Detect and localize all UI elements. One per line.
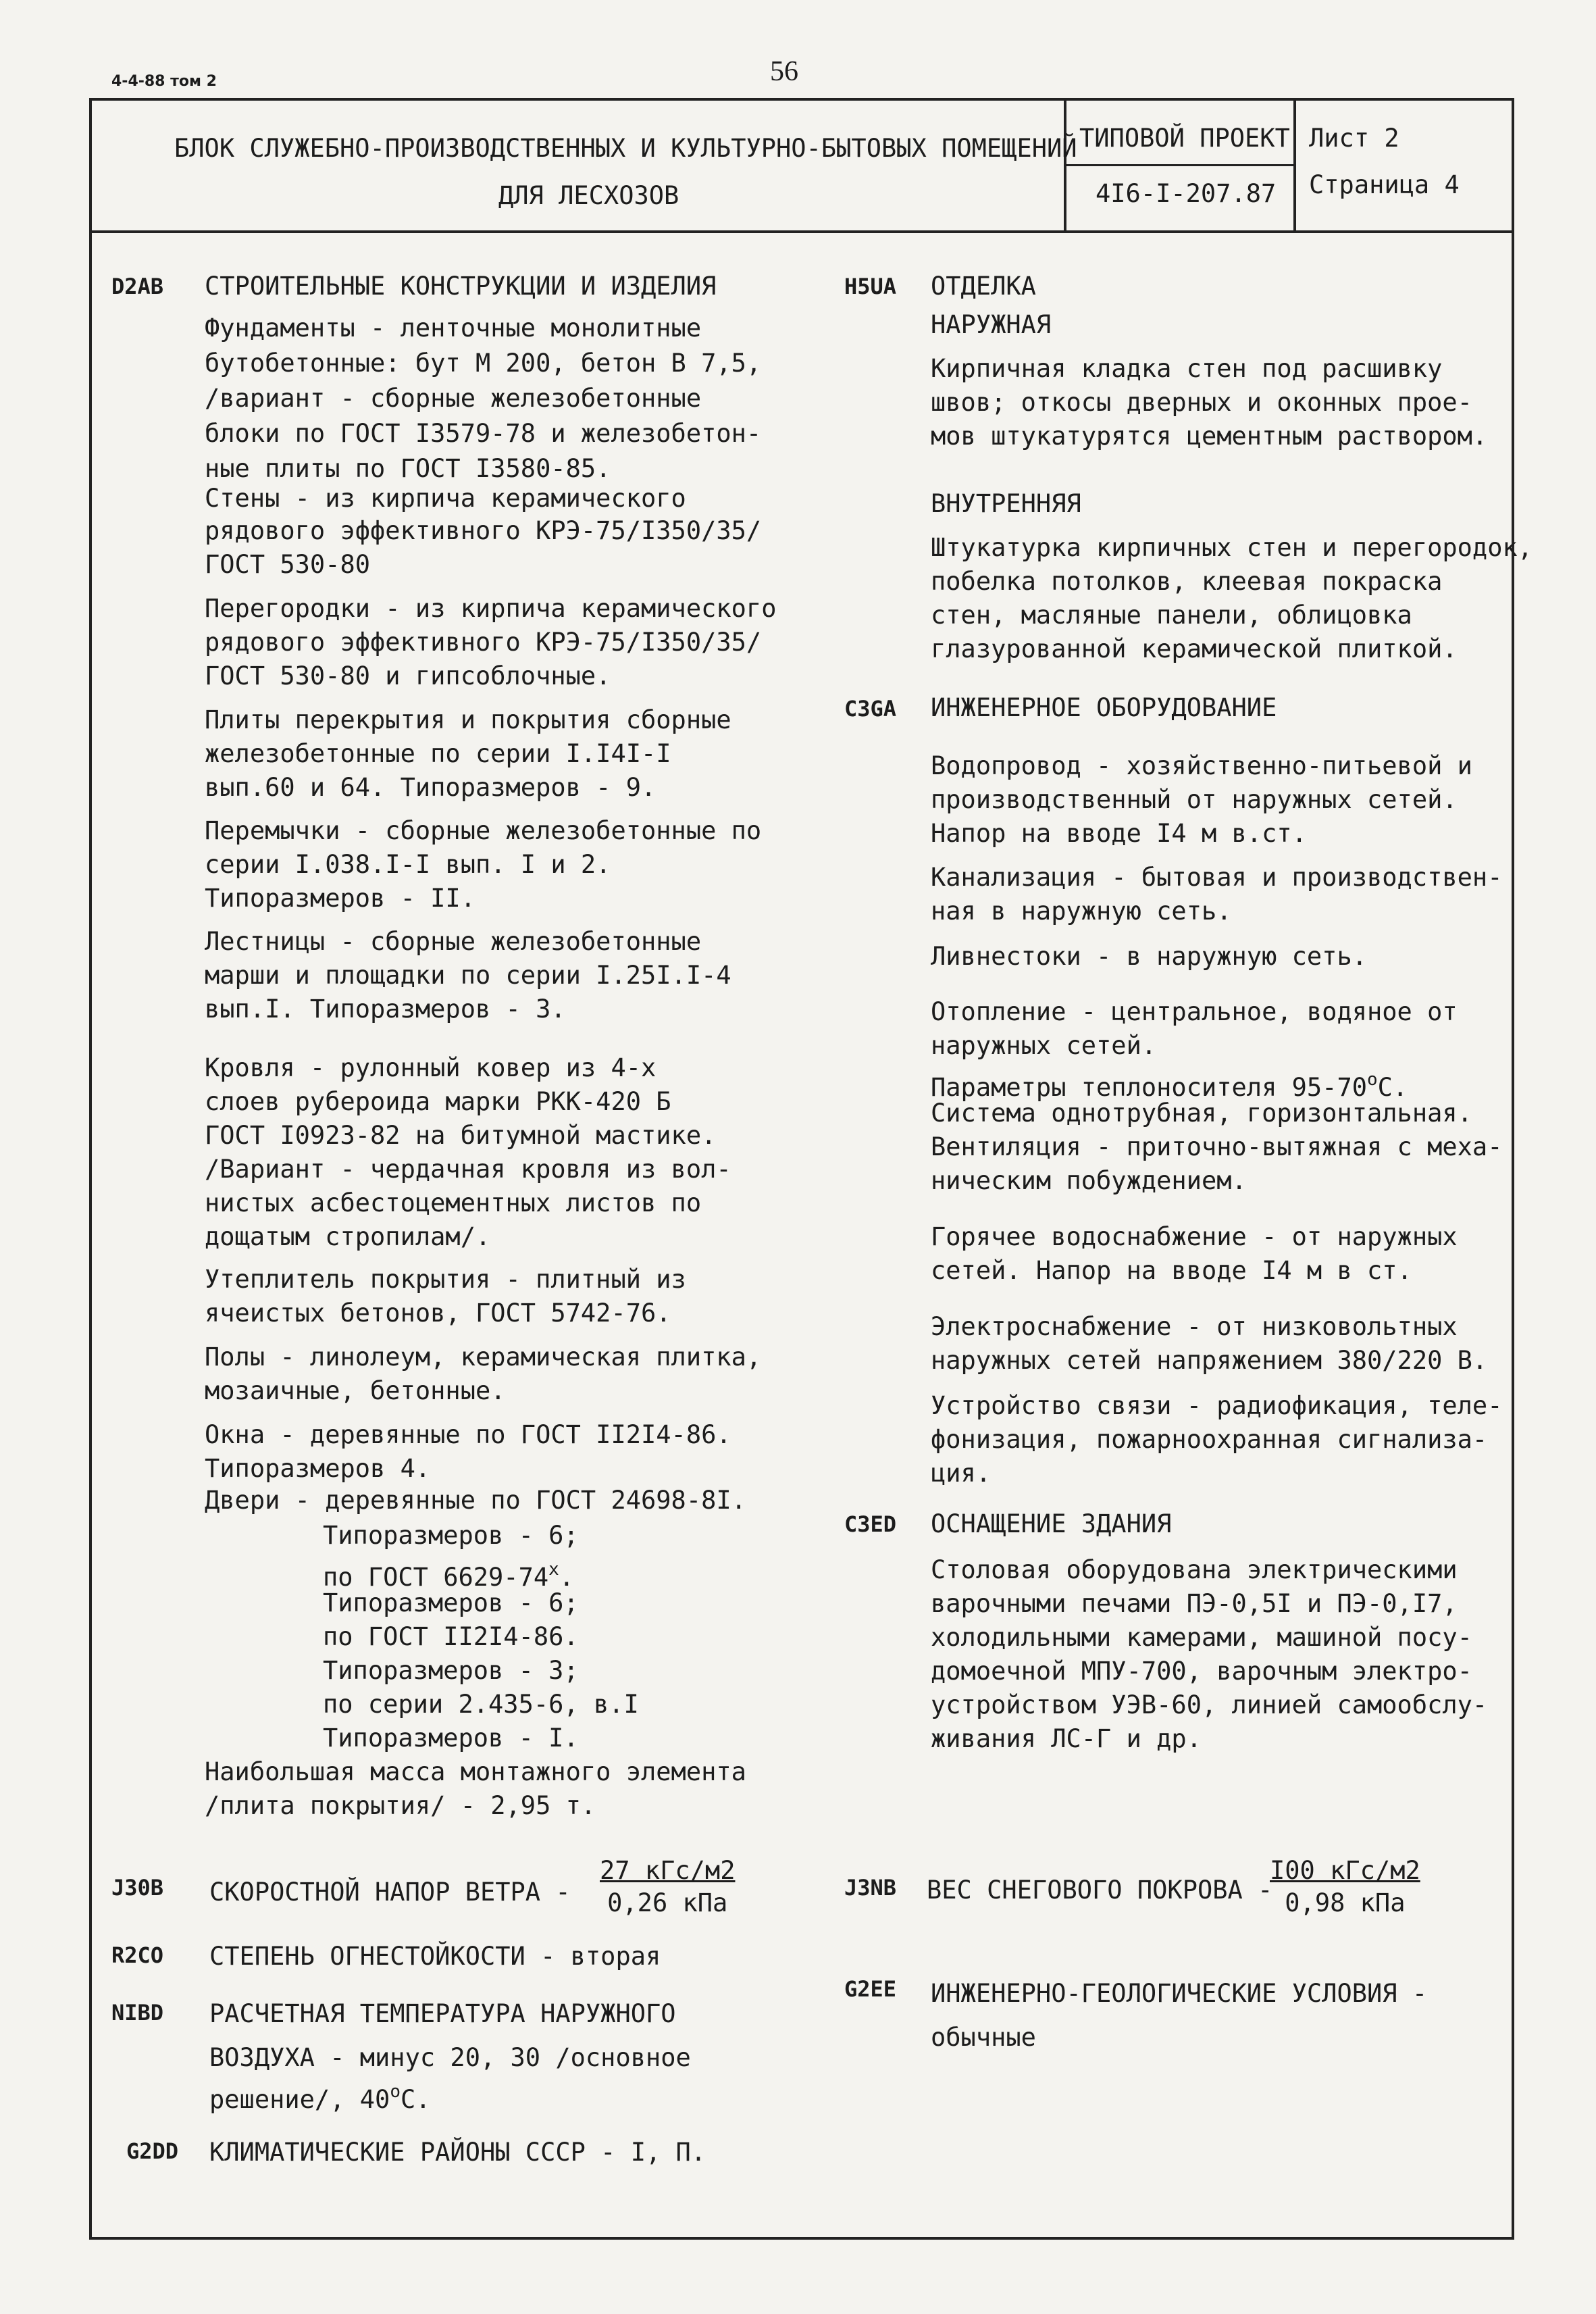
text-line: Ливнестоки - в наружную сеть. [931,942,1368,971]
geology-line-2: обычные [931,2023,1036,2052]
title-bottom-rule [89,230,1514,233]
text-line: Фундаменты - ленточные монолитные [205,313,702,343]
text-line: живания ЛС-Г и др. [931,1724,1202,1753]
text-line: Перегородки - из кирпича керамического [205,594,777,623]
code-j30b: J30B [111,1875,164,1901]
wind-pressure-denominator: 0,26 кПа [607,1888,728,1917]
text-line: Напор на вводе I4 м в.ст. [931,819,1307,848]
code-c3ed: C3ED [844,1511,897,1537]
text-line: Типоразмеров - 6; [323,1521,579,1550]
text-line: Типоразмеров 4. [205,1454,431,1483]
text-line: Плиты перекрытия и покрытия сборные [205,705,731,734]
text-line: бутобетонные: бут М 200, бетон В 7,5, [205,349,762,378]
text-line: /плита покрытия/ - 2,95 т. [205,1791,596,1820]
text-line: стен, масляные панели, облицовка [931,601,1412,630]
text-line: Горячее водоснабжение - от наружных [931,1222,1458,1251]
snow-load-denominator: 0,98 кПа [1285,1888,1406,1917]
text-line: Вентиляция - приточно-вытяжная с меха- [931,1132,1503,1161]
text-line: Окна - деревянные по ГОСТ II2I4-86. [205,1420,731,1449]
title-divider-2 [1293,98,1296,233]
text-line: ячеистых бетонов, ГОСТ 5742-76. [205,1299,671,1328]
subsection-title-inner: ВНУТРЕННЯЯ [931,489,1081,518]
text-line: нистых асбестоцементных листов по [205,1188,702,1217]
code-j3nb: J3NB [844,1875,897,1901]
text-line: рядового эффективного КРЭ-75/I350/35/ [205,516,762,545]
text-line: Столовая оборудована электрическими [931,1555,1458,1584]
text-line: домоечной МПУ-700, варочным электро- [931,1657,1472,1686]
text-line: ная в наружную сеть. [931,897,1232,926]
section-title-engineering: ИНЖЕНЕРНОЕ ОБОРУДОВАНИЕ [931,693,1277,722]
code-g2ee: G2EE [844,1976,897,2002]
text-line: серии I.038.I-I вып. I и 2. [205,850,611,879]
design-temperature-line-2: ВОЗДУХА - минус 20, 30 /основное [209,2043,691,2072]
project-label: ТИПОВОЙ ПРОЕКТ [1079,124,1290,153]
code-c3ga: C3GA [844,696,897,722]
text-line: Кирпичная кладка стен под расшивку [931,354,1443,383]
text-line: Двери - деревянные по ГОСТ 24698-8I. [205,1486,746,1515]
text-line: Устройство связи - радиофикация, теле- [931,1391,1503,1420]
page-number: 56 [770,56,798,87]
text-line: Штукатурка кирпичных стен и перегородок, [931,533,1533,562]
text-line: Утеплитель покрытия - плитный из [205,1265,686,1294]
text-line: ные плиты по ГОСТ I3580-85. [205,454,611,483]
text-line: Кровля - рулонный ковер из 4-х [205,1053,657,1082]
text-line: глазурованной керамической плиткой. [931,634,1458,663]
code-g2dd: G2DD [126,2138,179,2164]
text-line: Электроснабжение - от низковольтных [931,1312,1458,1341]
text-line: мов штукатурятся цементным раствором. [931,422,1488,451]
text-line: Стены - из кирпича керамического [205,484,686,513]
text-line: Наибольшая масса монтажного элемента [205,1757,746,1786]
code-nibd: NIBD [111,2000,164,2026]
snow-load-value [1270,1855,1420,1919]
design-temperature-line-3: решение/, 40$^o$С. [209,2082,431,2114]
text-line: /Вариант - чердачная кровля из вол- [205,1155,731,1184]
text-line: швов; откосы дверных и оконных прое- [931,388,1472,417]
geology-line-1: ИНЖЕНЕРНО-ГЕОЛОГИЧЕСКИЕ УСЛОВИЯ - [931,1979,1428,2008]
snow-load-label: ВЕС СНЕГОВОГО ПОКРОВА - [927,1876,1273,1905]
text-line: Типоразмеров - II. [205,884,475,913]
document-reference: 4-4-88 том 2 [111,73,217,90]
code-d2ab: D2AB [111,274,164,299]
text-line: ция. [931,1459,992,1488]
text-line: Лестницы - сборные железобетонные [205,927,702,956]
text-line: наружных сетей напряжением 380/220 В. [931,1346,1488,1375]
text-line: Типоразмеров - I. [323,1724,579,1753]
sheet-label: Лист 2 [1309,124,1399,153]
text-line-gost-6629: по ГОСТ 6629-74$^x$. [323,1559,575,1592]
text-line: по ГОСТ II2I4-86. [323,1622,579,1651]
text-line: побелка потолков, клеевая покраска [931,567,1443,596]
text-line: рядового эффективного КРЭ-75/I350/35/ [205,628,762,657]
superscript-x: x [548,1559,559,1580]
page-label: Страница 4 [1309,170,1460,199]
code-h5ua: H5UA [844,274,897,299]
section-title-structures: СТРОИТЕЛЬНЫЕ КОНСТРУКЦИИ И ИЗДЕЛИЯ [205,272,717,301]
text-line: слоев рубероида марки РКК-420 Б [205,1087,671,1116]
project-cell-rule [1064,164,1293,166]
text-line: фонизация, пожарноохранная сигнализа- [931,1425,1488,1454]
text-line: варочными печами ПЭ-0,5I и ПЭ-0,I7, [931,1589,1458,1618]
text-line: вып.60 и 64. Типоразмеров - 9. [205,773,657,802]
text-line: Система однотрубная, горизонтальная. [931,1099,1472,1128]
text-line: холодильными камерами, машиной посу- [931,1623,1472,1652]
text-line: наружных сетей. [931,1031,1157,1060]
text-line: Канализация - бытовая и производствен- [931,863,1503,892]
text-line: ГОСТ 530-80 и гипсоблочные. [205,661,611,690]
text-line: по серии 2.435-6, в.I [323,1690,639,1719]
section-title-equipment: ОСНАЩЕНИЕ ЗДАНИЯ [931,1509,1172,1538]
project-number: 4I6-I-207.87 [1096,179,1277,208]
wind-pressure-label: СКОРОСТНОЙ НАПОР ВЕТРА - [209,1878,571,1907]
text-line: дощатым стропилам/. [205,1222,491,1251]
text-line: /вариант - сборные железобетонные [205,384,702,413]
fire-resistance: СТЕПЕНЬ ОГНЕСТОЙКОСТИ - вторая [209,1942,661,1971]
text-line-coolant-params: Параметры теплоносителя 95-70$^o$С. [931,1070,1408,1102]
text-line: ническим побуждением. [931,1166,1247,1195]
text-line: Полы - линолеум, керамическая плитка, [205,1342,762,1372]
text-line: блоки по ГОСТ I3579-78 и железобетон- [205,419,762,448]
title-line-2: ДЛЯ ЛЕСХОЗОВ [498,181,679,210]
climate-regions: КЛИМАТИЧЕСКИЕ РАЙОНЫ СССР - I, П. [209,2138,706,2167]
text-line: железобетонные по серии I.I4I-I [205,739,671,768]
degree-sign: o [390,2082,401,2102]
design-temperature-line-1: РАСЧЕТНАЯ ТЕМПЕРАТУРА НАРУЖНОГО [209,1999,676,2028]
text-line: ГОСТ I0923-82 на битумной мастике. [205,1121,717,1150]
wind-pressure-value [600,1855,735,1919]
text-line: устройством УЭВ-60, линией самообслу- [931,1690,1488,1719]
text-line: Отопление - центральное, водяное от [931,997,1458,1026]
text-line: Типоразмеров - 3; [323,1656,579,1685]
text-line: марши и площадки по серии I.25I.I-4 [205,961,731,990]
text-line: Перемычки - сборные железобетонные по [205,816,762,845]
text-line: Водопровод - хозяйственно-питьевой и [931,751,1472,780]
text-line: производственный от наружных сетей. [931,785,1458,814]
section-title-finishing: ОТДЕЛКА [931,272,1036,301]
text-line: сетей. Напор на вводе I4 м в ст. [931,1256,1412,1285]
text-line: мозаичные, бетонные. [205,1376,506,1405]
code-r2co: R2CO [111,1942,164,1968]
snow-load-numerator: I00 кГс/м2 [1270,1856,1420,1885]
title-line-1: БЛОК СЛУЖЕБНО-ПРОИЗВОДСТВЕННЫХ И КУЛЬТУРНО-БЫТОВЫХ ПОМЕЩЕНИЙ [174,134,1077,163]
subsection-title-outer: НАРУЖНАЯ [931,310,1052,339]
text-line: вып.I. Типоразмеров - 3. [205,995,566,1024]
text-line: ГОСТ 530-80 [205,550,371,579]
text-line: Типоразмеров - 6; [323,1588,579,1617]
wind-pressure-numerator: 27 кГс/м2 [600,1856,736,1885]
degree-sign: o [1367,1070,1378,1090]
